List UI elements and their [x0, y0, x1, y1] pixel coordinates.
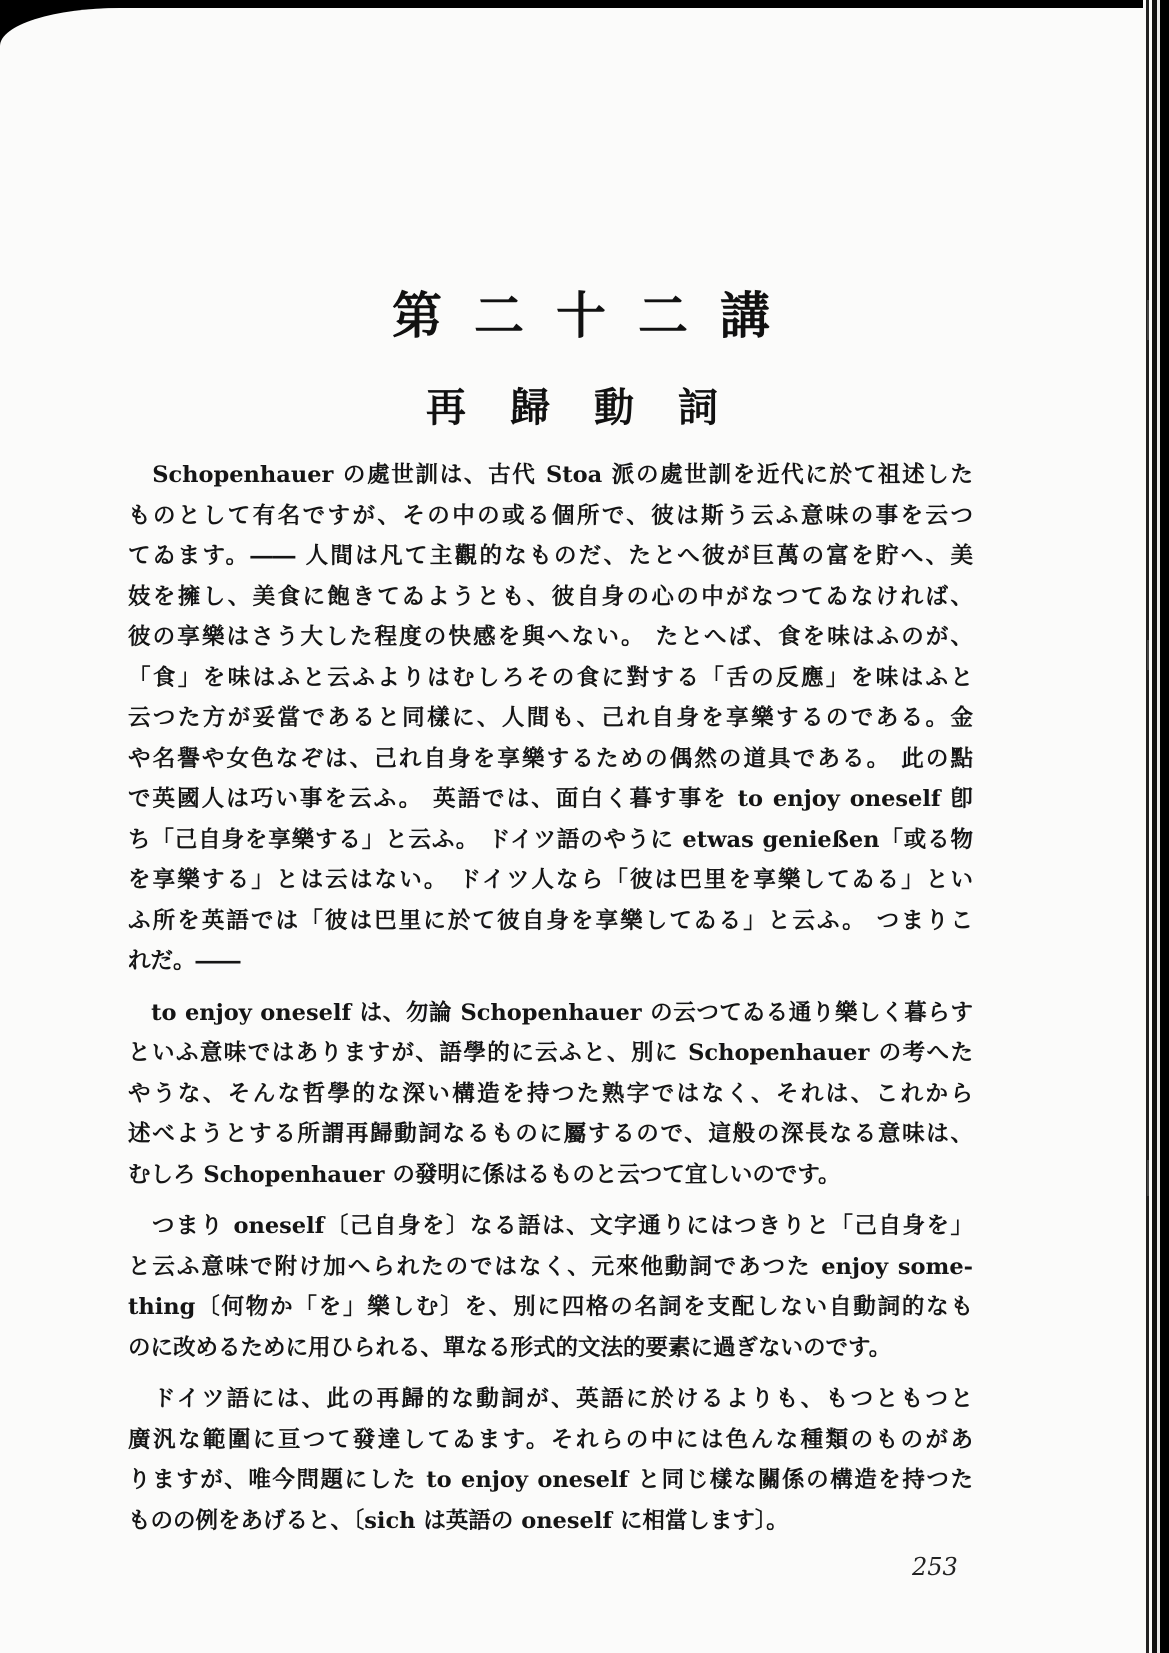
section-title: 再歸動詞: [426, 384, 762, 431]
text-line: やうな、そんな哲學的な深い構造を持つた熟字ではなく、それは、これから: [128, 1080, 973, 1107]
text-line: 妓を擁し、美食に飽きてゐようとも、彼自身の心の中がなつてゐなければ、: [128, 583, 973, 610]
text-line: で英國人は巧い事を云ふ。 英語では、面白く暮す事を to enjoy oneself 卽: [128, 786, 973, 812]
text-line: つまり oneself〔己自身を〕なる語は、文字通りにはつきりと「己自身を」: [128, 1213, 973, 1239]
text-line: りますが、唯今問題にした to enjoy oneself と同じ樣な關係の構造を持つた: [128, 1467, 973, 1493]
scan-edge-mark: [1147, 1160, 1149, 1196]
paragraph-1: [128, 455, 973, 982]
text-line: 「食」を味はふと云ふよりはむしろその食に對する「舌の反應」を味はふと: [128, 664, 973, 691]
paragraph-4: [128, 1379, 973, 1541]
book-spine-edge: [1143, 0, 1169, 1653]
text-line: 述べようとする所謂再歸動詞なるものに屬するので、這般の深長なる意味は、: [128, 1121, 973, 1147]
text-line: to enjoy oneself は、勿論 Schopenhauer の云つてゐる通り樂しく暮らす: [128, 999, 973, 1026]
text-line: ものの例をあげると、〔sich は英語の oneself に相當します〕。: [128, 1507, 789, 1534]
text-line: ドイツ語には、此の再歸的な動詞が、英語に於けるよりも、もつともつと: [128, 1386, 973, 1412]
text-line: ものとして有名ですが、その中の或る個所で、彼は斯う云ふ意味の事を云つ: [128, 502, 973, 529]
text-line: を享樂する」とは云はない。 ドイツ人なら「彼は巴里を享樂してゐる」とい: [128, 867, 973, 893]
text-line: のに改めるために用ひられる、單なる形式的文法的要素に過ぎないのです。: [128, 1334, 892, 1361]
text-line: thing〔何物か「を」樂しむ〕を、別に四格の名詞を支配しない自動詞的なも: [128, 1294, 973, 1320]
text-line: と云ふ意味で附け加へられたのではなく、元來他動詞であつた enjoy some-: [128, 1253, 973, 1280]
chapter-title: 第二十二講: [392, 286, 802, 345]
text-line: 廣汎な範圍に亘つて發達してゐます。それらの中には色んな種類のものがあ: [128, 1426, 973, 1453]
text-line: といふ意味ではありますが、語學的に云ふと、別に Schopenhauer の考へた: [128, 1040, 973, 1066]
body-text: [128, 455, 973, 1541]
text-line: れだ。――: [128, 948, 241, 974]
scan-edge-mark: [1147, 300, 1149, 340]
text-line: むしろ Schopenhauer の發明に係はるものと云つて宜しいのです。: [128, 1161, 841, 1188]
scan-edge-mark: [1147, 640, 1149, 670]
text-line: てゐます。―― 人間は凡て主觀的なものだ、たとへ彼が巨萬の富を貯へ、美: [128, 543, 973, 569]
text-line: 云つた方が妥當であると同樣に、人間も、己れ自身を享樂するのである。金: [128, 705, 973, 731]
paragraph-3: [128, 1206, 973, 1368]
text-line: 彼の享樂はさう大した程度の快感を與へない。 たとへば、食を味はふのが、: [128, 624, 973, 650]
text-line: ち「己自身を享樂する」と云ふ。 ドイツ語のやうに etwas genießen「或る物: [128, 826, 973, 853]
text-line: ふ所を英語では「彼は巴里に於て彼自身を享樂してゐる」と云ふ。 つまりこ: [128, 907, 973, 934]
paragraph-2: [128, 993, 973, 1196]
text-line: や名譽や女色なぞは、己れ自身を享樂するための偶然の道具である。 此の點: [128, 745, 973, 772]
page-number: 253: [912, 1553, 958, 1581]
text-line: Schopenhauer の處世訓は、古代 Stoa 派の處世訓を近代に於て祖述した: [128, 462, 973, 488]
page-sheet: [0, 8, 1152, 1653]
